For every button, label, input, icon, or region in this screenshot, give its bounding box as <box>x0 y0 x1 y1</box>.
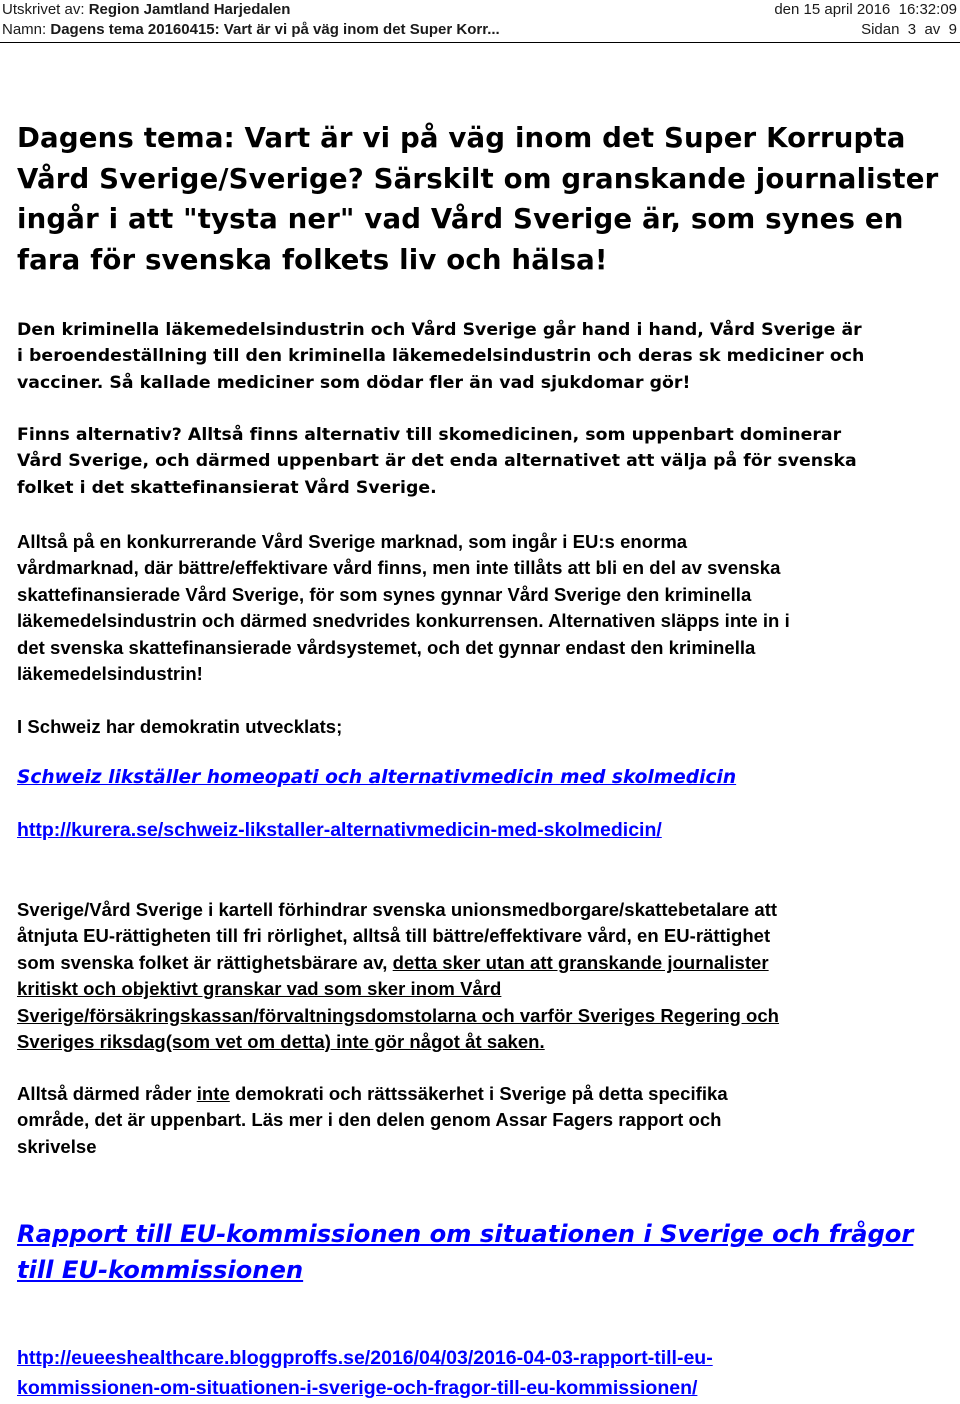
paragraph-cartel <box>17 897 947 1055</box>
paragraph-line: åtnjuta EU-rättigheten till fri rörlighet, alltså till bättre/effektivare vård, en EU-rättighet <box>17 925 771 947</box>
document-name <box>2 20 500 40</box>
paragraph-line: det svenska skattefinansierade vårdsystemet, och det gynnar endast den kriminella <box>17 636 756 658</box>
paragraph-line: vacciner. Så kallade mediciner som dödar fler än vad sjukdomar gör! <box>17 372 691 393</box>
underlined-text: Sverige/försäkringskassan/förvaltningsdomstolarna och varför Sveriges Regering och <box>17 1004 780 1026</box>
printed-by <box>2 0 290 20</box>
print-header-line-1 <box>0 0 960 20</box>
paragraph-line: Alltså på en konkurrerande Vård Sverige marknad, som ingår i EU:s enorma <box>17 531 688 552</box>
underlined-text: detta sker utan att granskande journalister <box>392 951 769 973</box>
page-title <box>17 118 947 280</box>
underlined-text: inte <box>196 1083 230 1104</box>
link-eu-report[interactable] <box>17 1216 937 1288</box>
title-line: Dagens tema: Vart är vi på väg inom det Super Korrupta <box>17 121 906 154</box>
paragraph-line: i beroendeställning till den kriminella läkemedelsindustrin och deras sk mediciner och <box>17 346 865 367</box>
paragraph-line: som svenska folket är rättighetsbärare av, <box>17 951 388 973</box>
paragraph-line: Den kriminella läkemedelsindustrin och Vård Sverige går hand i hand, Vård Sverige är <box>17 320 862 340</box>
paragraph-line: skattefinansierade Vård Sverige, för som synes gynnar Vård Sverige den kriminella <box>17 583 752 605</box>
header-divider <box>0 42 960 43</box>
link-eueeshealthcare-url[interactable] <box>17 1343 952 1403</box>
title-line: ingår i att "tysta ner" vad Vård Sverige är, som synes en <box>17 202 904 235</box>
printed-by-value: Region Jamtland Harjedalen <box>88 1 291 18</box>
paragraph-line: område, det är uppenbart. Läs mer i den delen genom Assar Fagers rapport och <box>17 1109 722 1131</box>
page-indicator <box>861 20 957 40</box>
paragraph-market <box>17 529 947 687</box>
printed-by-label: Utskrivet av: <box>2 1 85 18</box>
page-current: 3 <box>907 21 917 38</box>
paragraph-line: Alltså därmed råder <box>17 1083 192 1104</box>
page-total: 9 <box>948 21 957 38</box>
print-date: den 15 april 2016 <box>774 1 891 18</box>
underlined-text: kritiskt och objektivt granskar vad som sker inom Vård <box>17 978 502 1000</box>
paragraph-switzerland <box>17 714 947 740</box>
paragraph-line: skrivelse <box>17 1135 97 1157</box>
print-datetime <box>774 0 957 20</box>
link-line[interactable]: till EU-kommissionen <box>17 1256 304 1284</box>
paragraph-alternatives <box>17 422 947 501</box>
paragraph-line: demokrati och rättssäkerhet i Sverige på detta specifika <box>234 1083 728 1104</box>
link-line[interactable]: http://eueeshealthcare.bloggproffs.se/2016/04/03/2016-04-03-rapport-till-eu- <box>17 1347 713 1369</box>
link-line[interactable]: Rapport till EU-kommissionen om situationen i Sverige och frågor <box>17 1220 914 1248</box>
paragraph-line: I Schweiz har demokratin utvecklats; <box>17 716 343 737</box>
title-line: fara för svenska folkets liv och hälsa! <box>17 242 608 276</box>
paragraph-democracy <box>17 1081 947 1160</box>
underlined-text: Sveriges riksdag(som vet om detta) inte gör något åt saken. <box>17 1031 545 1053</box>
paragraph-line: Vård Sverige, och därmed uppenbart är det enda alternativet att välja på för svenska <box>17 451 857 472</box>
paragraph-line: Finns alternativ? Alltså finns alternativ till skomedicinen, som uppenbart dominerar <box>17 425 842 445</box>
document-name-value: Dagens tema 20160415: Vart är vi på väg inom det Super Korr... <box>50 21 500 38</box>
paragraph-line: vårdmarknad, där bättre/effektivare vård finns, men inte tillåts att bli en del av svenska <box>17 557 781 579</box>
document-name-label: Namn: <box>2 21 47 38</box>
print-time: 16:32:09 <box>898 1 957 18</box>
page-label: Sidan <box>861 21 900 38</box>
paragraph-line: Sverige/Vård Sverige i kartell förhindrar svenska unionsmedborgare/skattebetalare att <box>17 899 778 920</box>
page-of: av <box>924 21 941 38</box>
paragraph-line: läkemedelsindustrin och därmed snedvrides konkurrensen. Alternativen släpps inte in i <box>17 610 790 632</box>
link-line[interactable]: kommissionen-om-situationen-i-sverige-och-fragor-till-eu-kommissionen/ <box>17 1377 698 1399</box>
paragraph-pharma <box>17 317 947 396</box>
paragraph-line: läkemedelsindustrin! <box>17 663 203 685</box>
print-header-line-2 <box>0 20 960 40</box>
link-schweiz-article[interactable]: Schweiz likställer homeopati och alternativmedicin med skolmedicin <box>17 767 737 788</box>
title-line: Vård Sverige/Sverige? Särskilt om granskande journalister <box>17 161 939 195</box>
paragraph-line: folket i det skattefinansierat Vård Sverige. <box>17 477 437 498</box>
link-kurera-url[interactable]: http://kurera.se/schweiz-likstaller-alternativmedicin-med-skolmedicin/ <box>17 819 662 841</box>
